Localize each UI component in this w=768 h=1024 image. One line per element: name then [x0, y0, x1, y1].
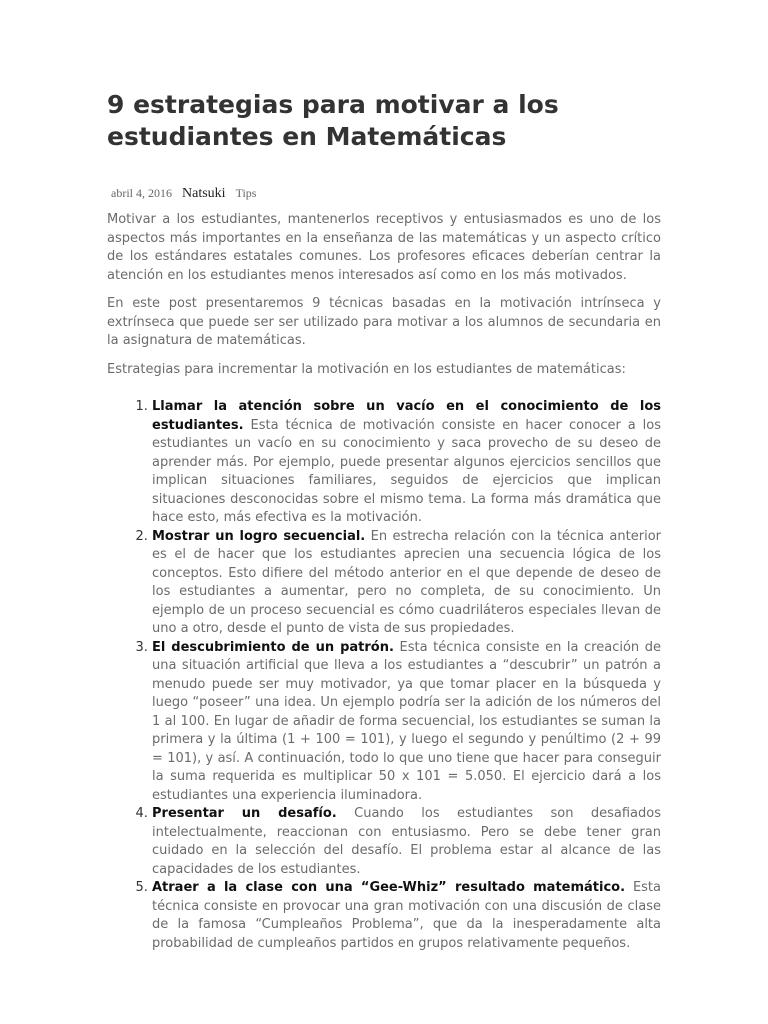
strategy-text: En estrecha relación con la técnica anterior es el de hacer que los estudiantes aprecien una secuencia lógica de los conceptos. Esto difiere del método anterior en el que depende de deseo de los estudiantes a aumentar, pero no completa, de su conocimiento. Un ejemplo de un proceso secuencial es cómo cuadriláteros especiales llevan de uno a otro, desde el punto de vista de sus propiedades. — [152, 528, 661, 636]
article-body — [107, 211, 661, 953]
strategy-text: Esta técnica de motivación consiste en hacer conocer a los estudiantes un vacío en su conocimiento y saca provecho de su deseo de aprender más. Por ejemplo, puede presentar algunos ejercicios sencillos que implican situaciones familiares, seguidos de ejercicios que implican situaciones desconocidas sobre el mismo tema. La forma más dramática que hace esto, más efectiva es la motivación. — [152, 417, 661, 525]
strategy-heading: Llamar la atención sobre un vacío en el conocimiento de los estudiantes. — [152, 399, 661, 433]
intro-paragraph: Motivar a los estudiantes, mantenerlos receptivos y entusiasmados es uno de los aspectos más importantes en la enseñanza de las matemáticas y un aspecto crítico de los estándares estatales comunes. Los profesores eficaces deberían centrar la atención en los estudiantes menos interesados así como en los más motivados. — [107, 212, 661, 283]
strategy-text: Cuando los estudiantes son desafiados intelectualmente, reaccionan con entusiasmo. Pero se debe tener gran cuidado en la selección del desafío. El problema estar al alcance de las capacidades de los estudiantes. — [152, 806, 662, 877]
post-meta — [111, 184, 256, 202]
strategy-heading: Presentar un desafío. — [152, 806, 337, 821]
strategy-item — [152, 398, 661, 528]
strategy-text: Esta técnica consiste en provocar una gran motivación con una discusión de clase de la famosa “Cumpleaños Problema”, que da la inesperadamente alta probabilidad de cumpleaños partidos en grupos relativamente pequeños. — [152, 880, 661, 951]
strategy-heading: Atraer a la clase con una “Gee-Whiz” resultado matemático. — [152, 880, 626, 895]
article-title: 9 estrategias para motivar a los estudiantes en Matemáticas — [107, 90, 559, 151]
intro-paragraph: En este post presentaremos 9 técnicas basadas en la motivación intrínseca y extrínseca que puede ser ser utilizado para motivar a los alumnos de secundaria en la asignatura de matemáticas. — [107, 296, 661, 348]
strategy-heading: Mostrar un logro secuencial. — [152, 528, 366, 544]
post-category[interactable]: Tips — [235, 186, 257, 200]
post-date: abril 4, 2016 — [111, 186, 172, 200]
strategy-item — [152, 528, 661, 639]
strategy-item — [152, 639, 661, 806]
strategy-item — [152, 879, 661, 953]
list-intro: Estrategias para incrementar la motivación en los estudiantes de matemáticas: — [107, 361, 626, 377]
post-author[interactable]: Natsuki — [182, 186, 226, 201]
strategy-text: Esta técnica consiste en la creación de una situación artificial que lleva a los estudiantes a “descubrir” un patrón a menudo puede ser muy motivador, ya que tomar placer en la búsqueda y luego “poseer” una idea. Un ejemplo podría ser la adición de los números del 1 al 100. En lugar de añadir de forma secuencial, los estudiantes se suman la primera y la última (1 + 100 = 101), y luego el segundo y penúltimo (2 + 99 = 101), y así. A continuación, todo lo que uno tiene que hacer para conseguir la suma requerida es multiplicar 50 x 101 = 5.050. El ejercicio dará a los estudiantes una experiencia iluminadora. — [152, 639, 661, 803]
strategy-item — [152, 805, 661, 879]
strategies-list — [107, 398, 661, 953]
strategy-heading: El descubrimiento de un patrón. — [152, 639, 394, 655]
